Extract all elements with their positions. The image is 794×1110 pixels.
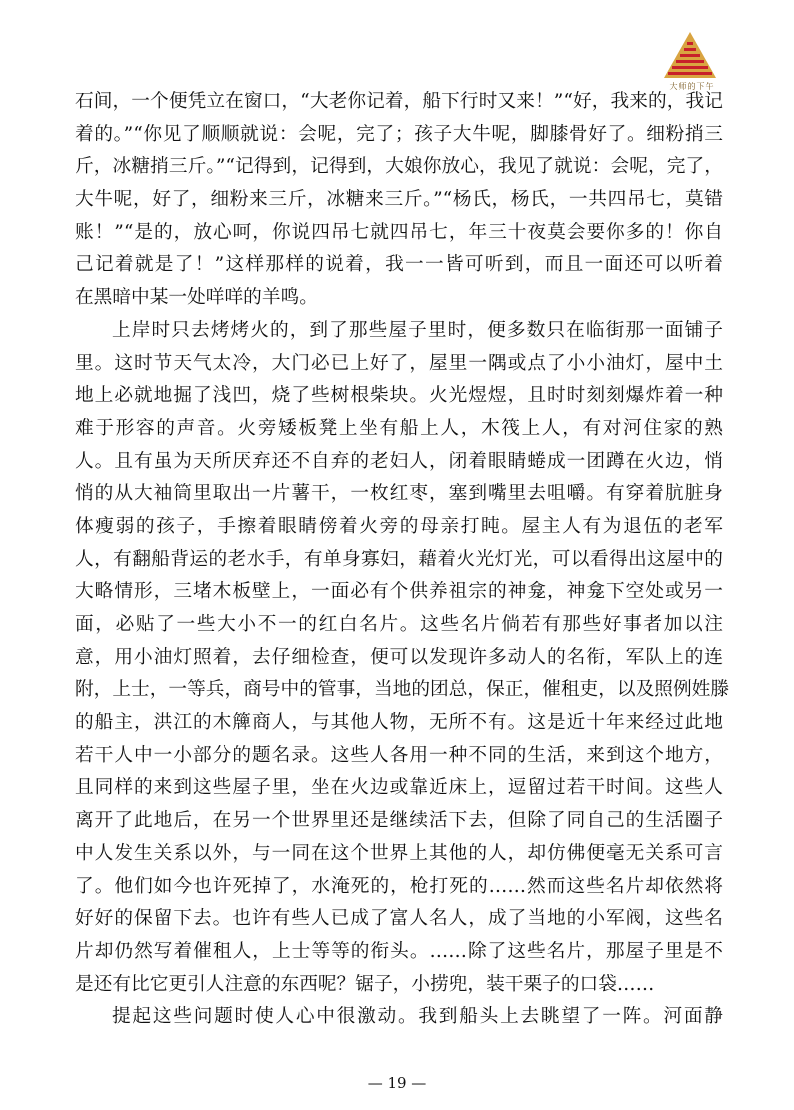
text-line: 且同样的来到这些屋子里，坐在火边或靠近床上，逗留过若干时间。这些人 bbox=[75, 777, 723, 799]
text-line: 意，用小油灯照着，去仔细检查，便可以发现许多动人的名衔，军队上的连 bbox=[75, 646, 723, 668]
pyramid-logo-icon bbox=[662, 30, 718, 80]
text-line: 好好的保留下去。也许有些人已成了富人名人，成了当地的小军阀，这些名 bbox=[75, 908, 723, 930]
article-body bbox=[75, 86, 730, 1034]
text-line: 的船主，洪江的木簰商人，与其他人物，无所不有。这是近十年来经过此地 bbox=[75, 712, 723, 734]
text-line: 若干人中一小部分的题名录。这些人各用一种不同的生活，来到这个地方， bbox=[75, 744, 723, 766]
text-line: 提起这些问题时使人心中很激动。我到船头上去眺望了一阵。河面静 bbox=[112, 1006, 723, 1028]
text-line: 大牛呢，好了，细粉来三斤，冰糖来三斤。”“杨氏，杨氏，一共四吊七，莫错 bbox=[75, 189, 723, 211]
text-line: 石间，一个便凭立在窗口，“大老你记着，船下行时又来！”“好，我来的，我记 bbox=[75, 91, 723, 112]
text-line: 片却仍然写着催租人，上士等等的衔头。……除了这些名片，那屋子里是不 bbox=[75, 940, 723, 962]
text-line: 账！”“是的，放心呵，你说四吊七就四吊七，年三十夜莫会要你多的！你自 bbox=[75, 221, 723, 243]
text-line: 面，必贴了一些大小不一的红白名片。这些名片倘若有那些好事者加以注 bbox=[75, 614, 723, 635]
text-line: 在黑暗中某一处咩咩的羊鸣。 bbox=[75, 287, 318, 309]
text-line: 上岸时只去烤烤火的，到了那些屋子里时，便多数只在临街那一面铺子 bbox=[112, 319, 723, 341]
publisher-logo bbox=[662, 30, 718, 91]
text-line: 大略情形，三堵木板壁上，一面必有个供养祖宗的神龛，神龛下空处或另一 bbox=[75, 581, 723, 603]
text-line: 体瘦弱的孩子，手擦着眼睛傍着火旁的母亲打盹。屋主人有为退伍的老军 bbox=[75, 515, 723, 537]
text-line: 悄的从大袖筒里取出一片薯干，一枚红枣，塞到嘴里去咀嚼。有穿着肮脏身 bbox=[75, 483, 723, 505]
text-line: 人。且有虽为天所厌弃还不自弃的老妇人，闭着眼睛蜷成一团蹲在火边，悄 bbox=[75, 450, 723, 472]
text-line: 难于形容的声音。火旁矮板凳上坐有船上人，木筏上人，有对河住家的熟 bbox=[75, 417, 723, 439]
text-line: 着的。”“你见了顺顺就说：会呢，完了；孩子大牛呢，脚膝骨好了。细粉捎三 bbox=[75, 123, 723, 145]
text-line: 己记着就是了！”这样那样的说着，我一一皆可听到，而且一面还可以听着 bbox=[75, 254, 723, 276]
text-line: 地上必就地掘了浅凹，烧了些树根柴块。火光煜煜，且时时刻刻爆炸着一种 bbox=[75, 385, 723, 407]
logo-text: 大师的下午 bbox=[669, 82, 715, 91]
text-line: 了。他们如今也许死掉了，水淹死的，枪打死的……然而这些名片却依然将 bbox=[75, 875, 723, 897]
text-line: 附，上士，一等兵，商号中的管事，当地的团总，保正，催租吏，以及照例姓滕 bbox=[75, 679, 730, 701]
text-line: 离开了此地后，在另一个世界里还是继续活下去，但除了同自己的生活圈子 bbox=[75, 810, 723, 832]
text-line: 斤，冰糖捎三斤。”“记得到，记得到，大娘你放心，我见了就说：会呢，完了， bbox=[75, 156, 723, 178]
text-line: 里。这时节天气太冷，大门必已上好了，屋里一隅或点了小小油灯，屋中土 bbox=[75, 352, 723, 374]
text-line: 中人发生关系以外，与一同在这个世界上其他的人，却仿佛便毫无关系可言 bbox=[75, 842, 723, 864]
page-number: — 19 — bbox=[367, 1074, 427, 1092]
text-line: 是还有比它更引人注意的东西呢？锯子，小捞兜，装干栗子的口袋…… bbox=[75, 973, 655, 995]
text-line: 人，有翻船背运的老水手，有单身寡妇，藉着火光灯光，可以看得出这屋中的 bbox=[75, 548, 723, 570]
